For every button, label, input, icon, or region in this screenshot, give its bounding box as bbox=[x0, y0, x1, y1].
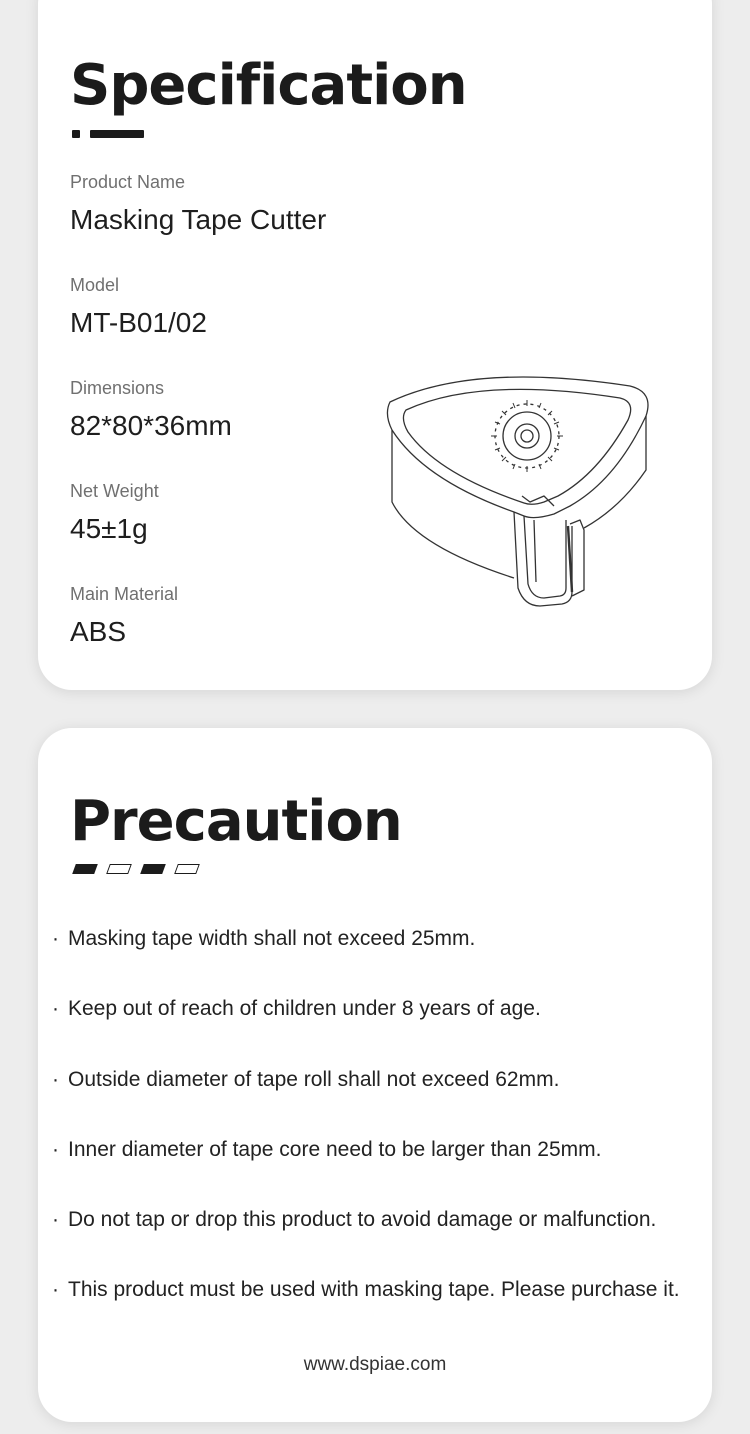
precaution-text: Do not tap or drop this product to avoid damage or malfunction. bbox=[68, 1208, 657, 1232]
spec-list bbox=[70, 170, 400, 685]
spec-label: Product Name bbox=[70, 172, 186, 192]
spec-label: Net Weight bbox=[70, 481, 159, 501]
bullet: · bbox=[52, 1278, 59, 1302]
precaution-title: Precaution bbox=[70, 789, 402, 854]
precaution-list bbox=[52, 924, 712, 1346]
precaution-item bbox=[52, 1065, 712, 1135]
precaution-text: Masking tape width shall not exceed 25mm. bbox=[68, 927, 476, 950]
specification-card bbox=[38, 0, 712, 690]
spec-item-net-weight bbox=[70, 479, 400, 582]
spec-value: ABS bbox=[70, 616, 127, 647]
bullet: · bbox=[52, 997, 59, 1021]
spec-label: Model bbox=[70, 275, 120, 295]
bullet: · bbox=[52, 1137, 59, 1161]
precaution-text: This product must be used with masking tape. Please purchase it. bbox=[68, 1278, 680, 1302]
spec-label: Dimensions bbox=[70, 378, 165, 398]
precaution-item bbox=[52, 924, 712, 994]
precaution-text: Outside diameter of tape roll shall not exceed 62mm. bbox=[68, 1067, 560, 1091]
spec-item-main-material bbox=[70, 582, 400, 685]
spec-item-dimensions bbox=[70, 376, 400, 479]
precaution-item bbox=[52, 1135, 712, 1205]
website-link[interactable]: www.dspiae.com bbox=[303, 1354, 447, 1375]
spec-item-product-name bbox=[70, 170, 400, 273]
precaution-text: Inner diameter of tape core need to be larger than 25mm. bbox=[68, 1137, 602, 1161]
bullet: · bbox=[52, 1067, 59, 1091]
precaution-text: Keep out of reach of children under 8 years of age. bbox=[68, 997, 541, 1021]
specification-title: Specification bbox=[70, 53, 467, 118]
precaution-card bbox=[38, 728, 712, 1422]
bullet: · bbox=[52, 1208, 59, 1232]
spec-value: 45±1g bbox=[70, 513, 148, 544]
spec-value: MT-B01/02 bbox=[70, 307, 207, 338]
spec-value: Masking Tape Cutter bbox=[70, 204, 327, 235]
spec-value: 82*80*36mm bbox=[70, 410, 232, 441]
tape-cutter-illustration bbox=[384, 370, 654, 620]
precaution-item bbox=[52, 1275, 712, 1345]
spec-item-model bbox=[70, 273, 400, 376]
title-underline-decoration bbox=[72, 130, 152, 138]
precaution-item bbox=[52, 994, 712, 1064]
bullet: · bbox=[52, 927, 59, 950]
precaution-item bbox=[52, 1205, 712, 1275]
title-parallelogram-decoration bbox=[74, 864, 204, 876]
spec-label: Main Material bbox=[70, 584, 179, 604]
